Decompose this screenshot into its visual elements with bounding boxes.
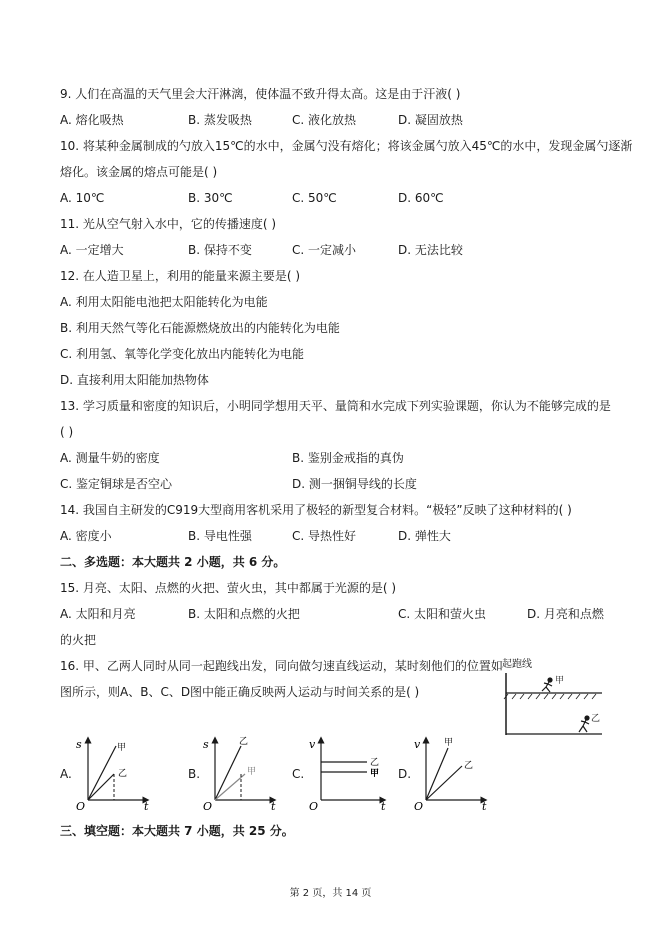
- q14-option-d: D. 弹性大: [398, 529, 451, 543]
- q16-option-d: D.: [398, 767, 412, 781]
- q12-option-c: C. 利用氢、氧等化学变化放出内能转化为电能: [60, 347, 305, 361]
- line-1-label: 甲: [117, 743, 127, 753]
- q15-option-a: A. 太阳和月亮: [60, 607, 136, 621]
- origin-label: O: [309, 800, 319, 812]
- x-axis-label: t: [381, 800, 386, 812]
- q10-option-c: C. 50℃: [292, 191, 337, 205]
- q16-graph-c: [307, 734, 393, 812]
- q16-option-a: A.: [60, 767, 72, 781]
- q15-option-b: B. 太阳和点燃的火把: [188, 607, 300, 621]
- q10-option-a: A. 10℃: [60, 191, 105, 205]
- runner-jia-label: 甲: [555, 676, 565, 686]
- q9-option-b: B. 蒸发吸热: [188, 113, 252, 127]
- q13-stem-line1: 13. 学习质量和密度的知识后，小明同学想用天平、量筒和水完成下列实验课题，你认为不能够完成的是: [60, 399, 611, 413]
- q13-option-c: C. 鉴定铜球是否空心: [60, 477, 173, 491]
- section-3-heading: 三、填空题：本大题共 7 小题，共 25 分。: [60, 824, 294, 838]
- q14-stem: 14. 我国自主研发的C919大型商用客机采用了极轻的新型复合材料。“极轻”反映了这种材料的( ): [60, 503, 572, 517]
- q14-option-c: C. 导热性好: [292, 529, 357, 543]
- q9-option-d: D. 凝固放热: [398, 113, 463, 127]
- y-axis-label: s: [76, 738, 82, 751]
- x-axis-label: t: [482, 800, 487, 812]
- line-1-label: 乙: [239, 737, 249, 747]
- x-axis-label: t: [271, 800, 276, 812]
- q10-option-d: D. 60℃: [398, 191, 444, 205]
- y-axis-label: v: [414, 738, 421, 751]
- x-axis-label: t: [144, 800, 149, 812]
- q9-stem: 9. 人们在高温的天气里会大汗淋漓，使体温不致升得太高。这是由于汗液( ): [60, 87, 461, 101]
- line-1: [88, 746, 116, 800]
- q16-graph-d: [412, 734, 492, 812]
- q9-option-c: C. 液化放热: [292, 113, 357, 127]
- line-1: [426, 748, 448, 800]
- q16-runners-figure: [492, 655, 604, 737]
- q10-stem-line1: 10. 将某种金属制成的勺放入15℃的水中，金属勺没有熔化；将该金属勺放入45℃的水中，发现金属勺逐渐: [60, 139, 633, 153]
- q11-stem: 11. 光从空气射入水中，它的传播速度( ): [60, 217, 277, 231]
- line-2: [426, 766, 462, 800]
- line-2: [88, 774, 114, 800]
- start-line-label: 起跑线: [502, 659, 532, 670]
- section-2-heading: 二、多选题：本大题共 2 小题，共 6 分。: [60, 555, 286, 569]
- line-2-label: 甲: [370, 769, 380, 779]
- q12-stem: 12. 在人造卫星上，利用的能量来源主要是( ): [60, 269, 301, 283]
- q15-option-d: D. 月亮和点燃: [527, 607, 604, 621]
- line-2-label: 甲: [247, 767, 257, 777]
- q16-option-c: C.: [292, 767, 305, 781]
- page-footer: 第 2 页，共 14 页: [289, 888, 372, 899]
- q10-option-b: B. 30℃: [188, 191, 233, 205]
- q12-option-b: B. 利用天然气等化石能源燃烧放出的内能转化为电能: [60, 321, 340, 335]
- q11-option-c: C. 一定减小: [292, 243, 357, 257]
- q13-option-d: D. 测一捆铜导线的长度: [292, 477, 417, 491]
- line-2-label: 乙: [464, 761, 474, 771]
- q16-graph-b: [201, 734, 281, 812]
- y-axis-label: v: [309, 738, 316, 751]
- q16-graph-a: [74, 734, 154, 812]
- q12-option-a: A. 利用太阳能电池把太阳能转化为电能: [60, 295, 268, 309]
- q11-option-d: D. 无法比较: [398, 243, 463, 257]
- q12-option-d: D. 直接利用太阳能加热物体: [60, 373, 209, 387]
- origin-label: O: [414, 800, 424, 812]
- q14-option-a: A. 密度小: [60, 529, 112, 543]
- q15-option-d-continuation: 的火把: [60, 633, 97, 647]
- line-2-label: 乙: [118, 769, 128, 779]
- q13-option-b: B. 鉴别金戒指的真伪: [292, 451, 404, 465]
- line-1-label: 乙: [370, 758, 380, 768]
- runner-yi-icon: [579, 716, 589, 732]
- q9-option-a: A. 熔化吸热: [60, 113, 124, 127]
- runner-yi-label: 乙: [591, 714, 601, 724]
- line-1: [215, 746, 241, 800]
- q15-option-c: C. 太阳和萤火虫: [398, 607, 487, 621]
- q16-stem-line2: 图所示，则A、B、C、D图中能正确反映两人运动与时间关系的是( ): [60, 685, 420, 699]
- y-axis-label: s: [203, 738, 209, 751]
- q16-option-b: B.: [188, 767, 201, 781]
- q14-option-b: B. 导电性强: [188, 529, 252, 543]
- q15-stem: 15. 月亮、太阳、点燃的火把、萤火虫，其中都属于光源的是( ): [60, 581, 397, 595]
- q10-stem-line2: 熔化。该金属的熔点可能是( ): [60, 165, 218, 179]
- q13-option-a: A. 测量牛奶的密度: [60, 451, 160, 465]
- q16-stem-line1: 16. 甲、乙两人同时从同一起跑线出发，同向做匀速直线运动，某时刻他们的位置如: [60, 659, 503, 673]
- origin-label: O: [76, 800, 86, 812]
- runner-jia-icon: [542, 678, 552, 692]
- origin-label: O: [203, 800, 213, 812]
- q11-option-a: A. 一定增大: [60, 243, 124, 257]
- q11-option-b: B. 保持不变: [188, 243, 252, 257]
- q13-stem-line2: ( ): [60, 425, 74, 439]
- line-1-label: 甲: [444, 738, 454, 748]
